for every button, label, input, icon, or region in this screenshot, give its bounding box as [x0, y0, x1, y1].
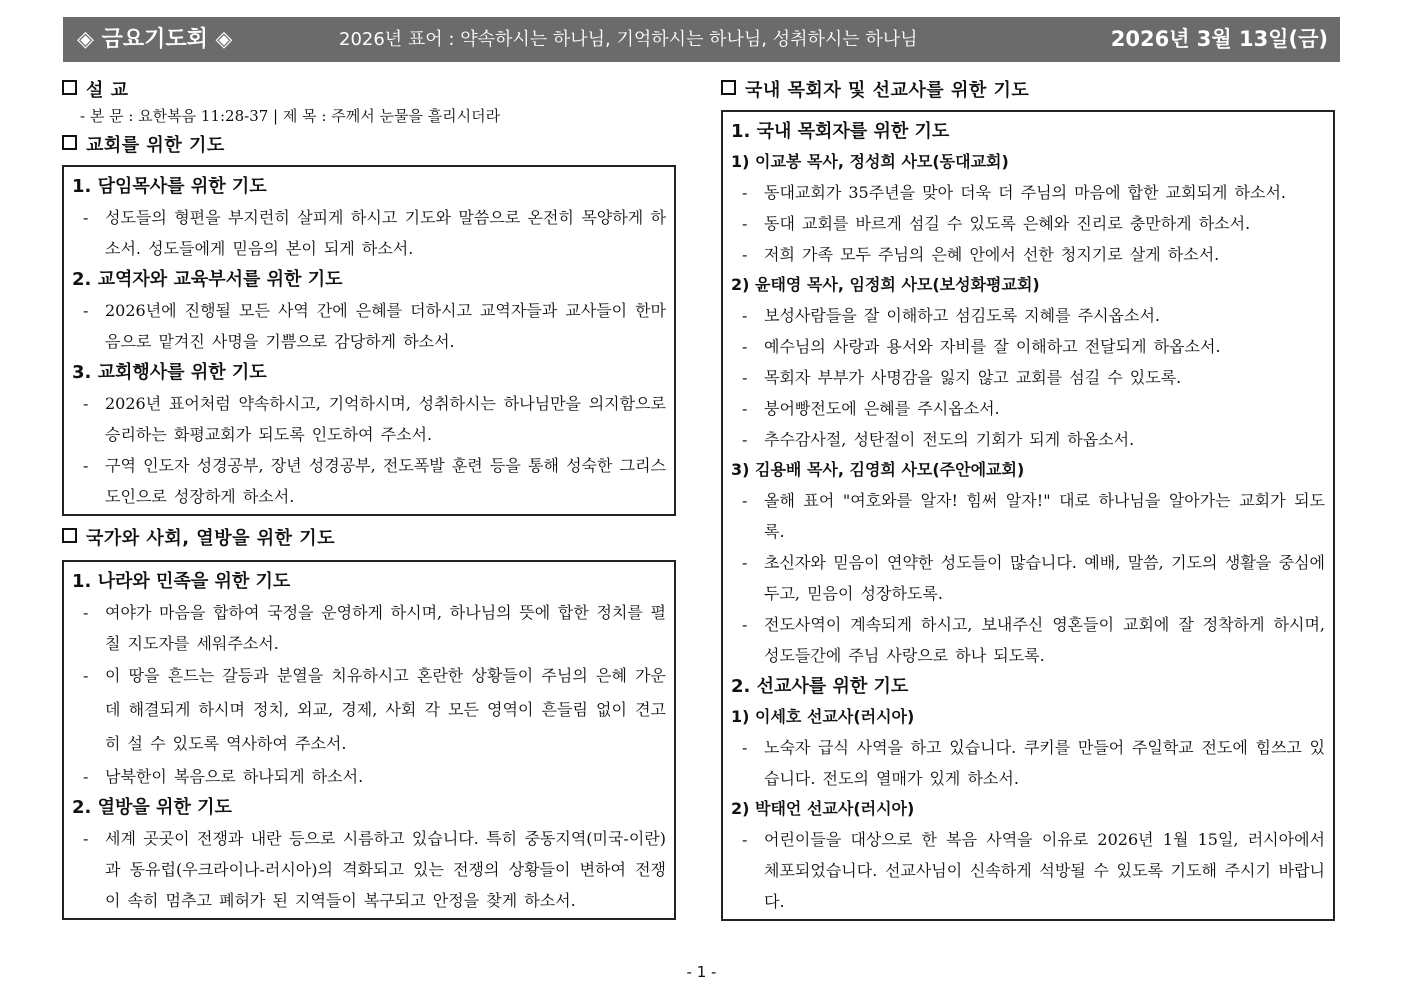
prayer-item: - 예수님의 사랑과 용서와 자비를 잘 이해하고 전달되게 하옵소서.: [742, 337, 1221, 356]
sermon-section-title: 설 교: [62, 78, 676, 104]
group-heading: 3. 교회행사를 위한 기도: [72, 362, 267, 383]
prayer-item: - 2026년에 진행될 모든 사역 간에 은혜를 더하시고 교역자들과 교사들이 한마음으로 맡겨진 사명을 기쁨으로 감당하게 하소서.: [83, 301, 666, 351]
prayer-item: - 구역 인도자 성경공부, 장년 성경공부, 전도폭발 훈련 등을 통해 성숙한 그리스도인으로 성장하게 하소서.: [83, 456, 666, 506]
prayer-item: - 동대 교회를 바르게 섬길 수 있도록 은혜와 진리로 충만하게 하소서.: [742, 214, 1251, 233]
prayer-item: - 이 땅을 흔드는 갈등과 분열을 치유하시고 혼란한 상황들이 주님의 은혜 가운데 해결되게 하시며 정치, 외교, 경제, 사회 각 모든 영역이 흔들림 없이 견고히 설 수 있도록 역사하여 주소서.: [83, 666, 666, 753]
service-date: 2026년 3월 13일(금): [1110, 27, 1328, 51]
group-heading: 1. 담임목사를 위한 기도: [72, 176, 267, 197]
group-heading: 2. 열방을 위한 기도: [72, 797, 232, 818]
group-heading: 1. 나라와 민족을 위한 기도: [72, 571, 291, 592]
prayer-item: - 붕어빵전도에 은혜를 주시옵소서.: [742, 399, 1000, 418]
checkbox-icon: [62, 80, 77, 95]
prayer-item: - 보성사람들을 잘 이해하고 섬김도록 지혜를 주시옵소서.: [742, 306, 1161, 325]
prayer-item: - 성도들의 형편을 부지런히 살피게 하시고 기도와 말씀으로 온전히 목양하게 하소서. 성도들에게 믿음의 본이 되게 하소서.: [83, 208, 666, 258]
nation-section-title: 국가와 사회, 열방을 위한 기도: [62, 526, 676, 552]
prayer-item: - 노숙자 급식 사역을 하고 있습니다. 쿠키를 만들어 주일학교 전도에 힘쓰고 있습니다. 전도의 열매가 있게 하소서.: [742, 738, 1325, 788]
sermon-info: - 본 문 : 요한복음 11:28-37 | 제 목 : 주께서 눈물을 흘리시더라: [80, 107, 501, 125]
prayer-item: - 전도사역이 계속되게 하시고, 보내주신 영혼들이 교회에 잘 정착하게 하시며, 성도들간에 주님 사랑으로 하나 되도록.: [742, 615, 1325, 665]
prayer-item: - 여야가 마음을 합하여 국정을 운영하게 하시며, 하나님의 뜻에 합한 정치를 펼칠 지도자를 세워주소서.: [83, 603, 666, 653]
prayer-item: - 저희 가족 모두 주님의 은혜 안에서 선한 청지기로 살게 하소서.: [742, 245, 1220, 264]
prayer-item: - 추수감사절, 성탄절이 전도의 기회가 되게 하옵소서.: [742, 430, 1135, 449]
pastor-name: 3) 김용배 목사, 김영희 사모(주안에교회): [731, 460, 1025, 479]
mission-section-title: 국내 목회자 및 선교사를 위한 기도: [721, 78, 1335, 104]
mission-prayer-box: [721, 110, 1335, 921]
church-section-title: 교회를 위한 기도: [62, 133, 676, 159]
right-column: [721, 78, 1335, 921]
prayer-item: - 동대교회가 35주년을 맞아 더욱 더 주님의 마음에 합한 교회되게 하소서.: [742, 183, 1286, 202]
pastor-name: 2) 윤태영 목사, 임정희 사모(보성화평교회): [731, 275, 1040, 294]
church-prayer-box: [62, 165, 676, 516]
prayer-item: - 올해 표어 "여호와를 알자! 힘써 알자!" 대로 하나님을 알아가는 교회가 되도록.: [742, 491, 1325, 541]
prayer-item: - 세계 곳곳이 전쟁과 내란 등으로 시름하고 있습니다. 특히 중동지역(미국-이란)과 동유럽(우크라이나-러시아)의 격화되고 있는 전쟁의 상황들이 변하여 전쟁이 속히 멈추고 폐허가 된 지역들이 복구되고 안정을 찾게 하소서.: [83, 829, 666, 910]
left-column: [62, 78, 676, 920]
prayer-item: - 남북한이 복음으로 하나되게 하소서.: [83, 767, 364, 786]
pastor-name: 1) 이교봉 목사, 정성희 사모(동대교회): [731, 152, 1009, 171]
nation-prayer-box: [62, 560, 676, 920]
prayer-item: - 초신자와 믿음이 연약한 성도들이 많습니다. 예배, 말씀, 기도의 생활을 중심에 두고, 믿음이 성장하도록.: [742, 553, 1325, 603]
prayer-item: - 2026년 표어처럼 약속하시고, 기억하시며, 성취하시는 하나님만을 의지함으로 승리하는 화평교회가 되도록 인도하여 주소서.: [83, 394, 666, 444]
prayer-item: - 어린이들을 대상으로 한 복음 사역을 이유로 2026년 1월 15일, 러시아에서 체포되었습니다. 선교사님이 신속하게 석방될 수 있도록 기도해 주시기 바랍니다.: [742, 830, 1325, 911]
checkbox-icon: [721, 80, 736, 95]
group-heading: 1. 국내 목회자를 위한 기도: [731, 121, 950, 142]
page-header: [63, 17, 1340, 62]
missionary-name: 2) 박태언 선교사(러시아): [731, 799, 915, 818]
checkbox-icon: [62, 528, 77, 543]
prayer-item: - 목회자 부부가 사명감을 잃지 않고 교회를 섬길 수 있도록.: [742, 368, 1182, 387]
year-motto: 2026년 표어 : 약속하시는 하나님, 기억하시는 하나님, 성취하시는 하나님: [339, 29, 918, 50]
group-heading: 2. 교역자와 교육부서를 위한 기도: [72, 269, 343, 290]
service-title: ◈ 금요기도회 ◈: [77, 27, 233, 52]
missionary-name: 1) 이세호 선교사(러시아): [731, 707, 915, 726]
checkbox-icon: [62, 135, 77, 150]
group-heading: 2. 선교사를 위한 기도: [731, 676, 909, 697]
page-number: - 1 -: [686, 963, 717, 981]
